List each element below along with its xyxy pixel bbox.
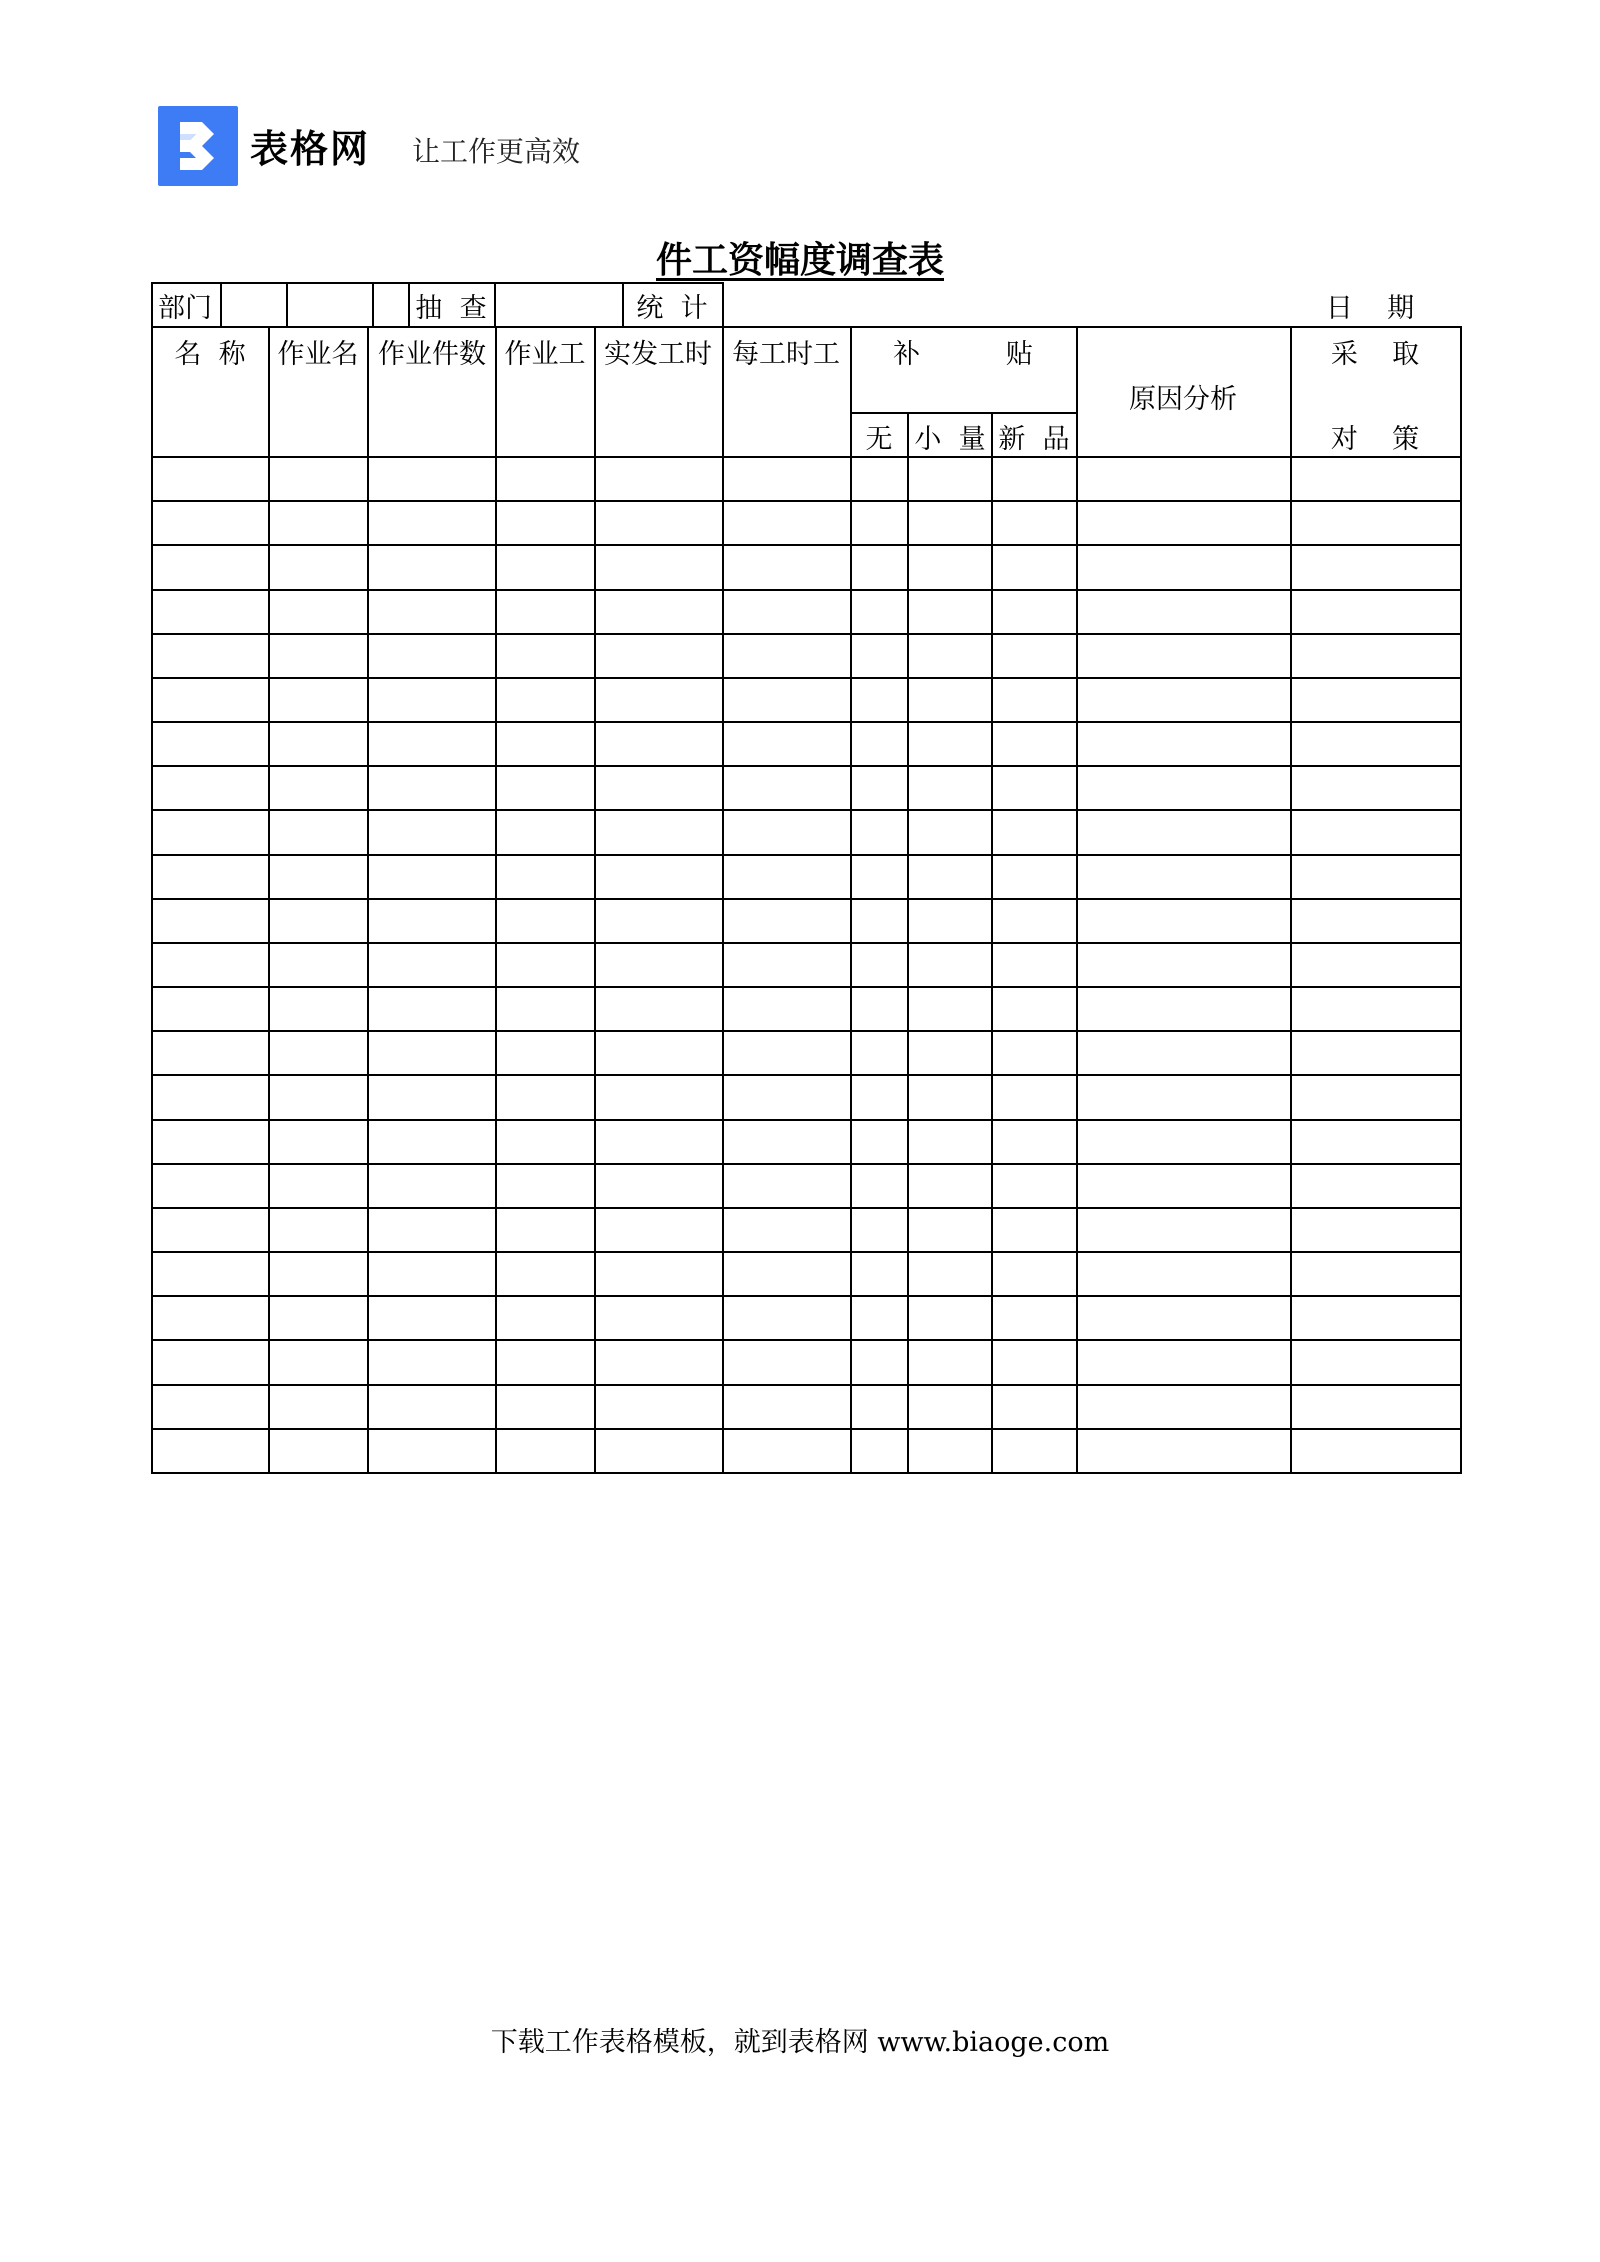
grid-line-v [722,282,724,328]
table-row[interactable] [151,500,1460,544]
header-work-name: 作业名 [277,338,359,370]
brand-slogan: 让工作更高效 [412,135,581,168]
table-row[interactable] [151,589,1460,633]
grid-line-h [850,412,1076,414]
table-row[interactable] [151,765,1460,809]
table-row[interactable] [151,1428,1460,1472]
grid-line-v [494,282,496,328]
table-row[interactable] [151,721,1460,765]
table-row[interactable] [151,1339,1460,1383]
table-row[interactable] [151,1030,1460,1074]
table-row[interactable] [151,1251,1460,1295]
table-row[interactable] [151,1074,1460,1118]
table-row[interactable] [151,942,1460,986]
dept-field-2[interactable] [288,284,372,326]
brand-name: 表格网 [250,127,371,171]
table-row[interactable] [151,1207,1460,1251]
check-field[interactable] [496,284,622,326]
brand-logo [158,106,238,186]
table-row[interactable] [151,1163,1460,1207]
table-row[interactable] [151,633,1460,677]
header-actual-hours: 实发工时 [604,338,712,370]
table-row[interactable] [151,809,1460,853]
header-per-hour: 每工时工 [732,338,840,370]
header-work-hours: 作业工 [504,338,586,370]
table-row[interactable] [151,854,1460,898]
header-reason: 原因分析 [1129,383,1237,415]
table-row[interactable] [151,1384,1460,1428]
header-work-count: 作业件数 [378,338,486,370]
grid-line-v [408,282,410,328]
dept-label: 部门 [158,292,212,324]
table-row[interactable] [151,677,1460,721]
table-row[interactable] [151,544,1460,588]
table-row[interactable] [151,1119,1460,1163]
dept-field-3[interactable] [374,284,408,326]
footer-text: 下载工作表格模板，就到表格网 www.biaoge.com [490,2027,1110,2058]
page-title: 件工资幅度调查表 [655,240,944,281]
dept-field-1[interactable] [222,284,286,326]
grid-line-v [622,282,624,328]
stat-label: 统 计 [636,292,708,324]
grid-line-v [220,282,222,328]
biaoge-logo-icon [158,106,238,186]
grid-line-h [151,282,722,284]
table-row[interactable] [151,1295,1460,1339]
header-subsidy-none: 无 [865,423,893,455]
grid-line-h [151,1472,1462,1474]
table-row[interactable] [151,986,1460,1030]
header-measure-top: 采 取 [1330,338,1420,370]
check-label: 抽 查 [415,292,487,324]
header-subsidy: 补 贴 [893,338,1033,370]
grid-line-h [151,326,1460,328]
header-subsidy-new: 新 品 [998,423,1070,455]
grid-line-v [151,282,153,328]
header-subsidy-small: 小 量 [914,423,986,455]
grid-line-v [372,282,374,328]
header-name: 名 称 [174,338,246,370]
header-measure-bottom: 对 策 [1330,423,1420,455]
grid-line-v [286,282,288,328]
table-row[interactable] [151,898,1460,942]
date-label: 日 期 [1325,292,1415,324]
table-row[interactable] [151,456,1460,500]
